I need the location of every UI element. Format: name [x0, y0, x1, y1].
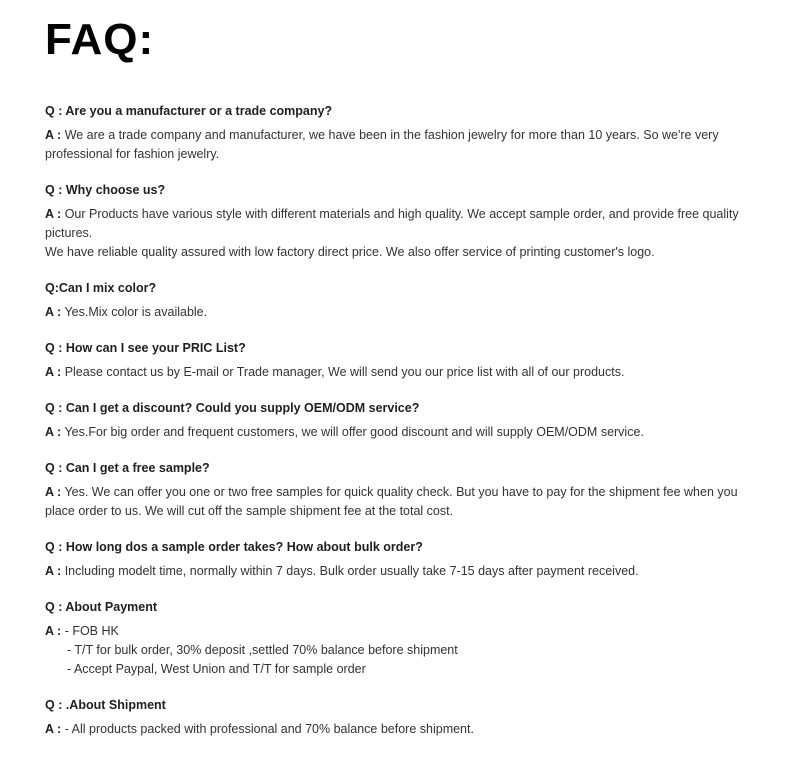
answer-prefix: A : [45, 305, 62, 320]
faq-question: Q : Can I get a free sample? [45, 461, 210, 476]
faq-answer [45, 483, 745, 521]
faq-item [45, 279, 745, 322]
faq-answer [45, 720, 745, 739]
answer-text: Including modelt time, normally within 7 days. Bulk order usually take 7-15 days after payment received. [64, 564, 639, 579]
faq-question: Q:Can I mix color? [45, 281, 157, 296]
faq-question: Q : .About Shipment [45, 698, 166, 713]
answer-text: We are a trade company and manufacturer, we have been in the fashion jewelry for more than 10 years. So we're very professional for fashion jewelry. [45, 128, 719, 162]
faq-question: Q : How can I see your PRIC List? [45, 341, 246, 356]
answer-prefix: A : [45, 207, 62, 222]
answer-text: Yes. We can offer you one or two free samples for quick quality check. But you have to pay for the shipment fee when you place order to us. We will cut off the sample shipment fee at the total cost. [45, 485, 738, 519]
answer-prefix: A : [45, 624, 62, 639]
answer-prefix: A : [45, 128, 62, 143]
answer-prefix: A : [45, 425, 62, 440]
faq-answer [45, 363, 745, 382]
faq-list [45, 102, 745, 739]
answer-prefix: A : [45, 564, 62, 579]
faq-question: Q : Are you a manufacturer or a trade company? [45, 104, 333, 119]
faq-question: Q : Can I get a discount? Could you supply OEM/ODM service? [45, 401, 420, 416]
faq-answer [45, 562, 745, 581]
faq-answer [45, 126, 745, 164]
faq-item [45, 598, 745, 679]
answer-line: We have reliable quality assured with low factory direct price. We also offer service of printing customer's logo. [45, 245, 655, 260]
answer-line: - Accept Paypal, West Union and T/T for sample order [67, 662, 366, 677]
answer-text: Yes.For big order and frequent customers, we will offer good discount and will supply OEM/ODM service. [64, 425, 644, 440]
faq-answer [45, 622, 745, 641]
faq-answer [45, 423, 745, 442]
faq-item [45, 181, 745, 262]
answer-prefix: A : [45, 722, 62, 737]
faq-answer [45, 303, 745, 322]
answer-text: Yes.Mix color is available. [64, 305, 208, 320]
answer-prefix: A : [45, 485, 62, 500]
faq-item [45, 339, 745, 382]
answer-text: - FOB HK [64, 624, 119, 639]
faq-item [45, 538, 745, 581]
answer-text: - All products packed with professional and 70% balance before shipment. [64, 722, 474, 737]
faq-question: Q : How long dos a sample order takes? How about bulk order? [45, 540, 423, 555]
answer-text: Please contact us by E-mail or Trade manager, We will send you our price list with all of our products. [64, 365, 625, 380]
faq-question: Q : Why choose us? [45, 183, 166, 198]
faq-answer [45, 205, 745, 243]
answer-text: Our Products have various style with different materials and high quality. We accept sample order, and provide free quality pictures. [45, 207, 739, 241]
faq-item [45, 459, 745, 521]
answer-prefix: A : [45, 365, 62, 380]
answer-line: - T/T for bulk order, 30% deposit ,settled 70% balance before shipment [67, 643, 458, 658]
faq-item [45, 399, 745, 442]
faq-item [45, 102, 745, 164]
page-title: FAQ: [45, 15, 155, 64]
faq-question: Q : About Payment [45, 600, 158, 615]
faq-item [45, 696, 745, 739]
